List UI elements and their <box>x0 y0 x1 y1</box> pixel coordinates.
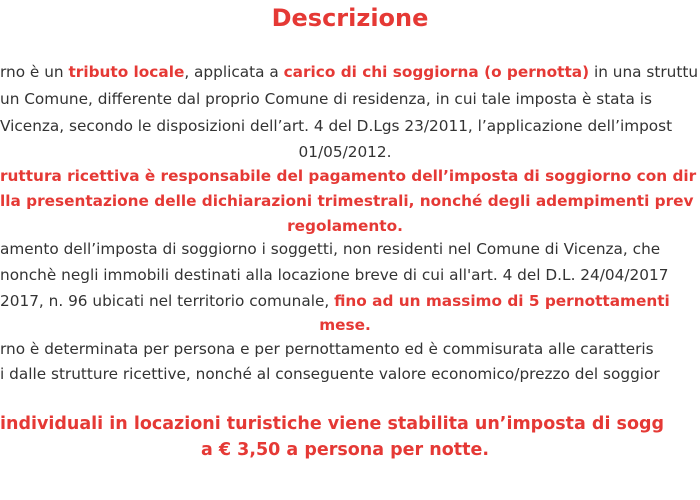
paragraph-2-line-3: regolamento. <box>287 217 403 235</box>
paragraph-2-line-1: ruttura ricettiva è responsabile del pagamento dell’imposta di soggiorno con dir <box>0 167 697 185</box>
paragraph-2-line-2: lla presentazione delle dichiarazioni trimestrali, nonché degli adempimenti prev <box>0 192 694 210</box>
p1-text: in una struttu <box>589 63 699 81</box>
paragraph-1-line-4: 01/05/2012. <box>298 143 392 161</box>
p3-highlight-pernottamenti: fino ad un massimo di 5 pernottamenti <box>334 292 670 310</box>
p1-highlight-carico: carico di chi soggiorna (o pernotta) <box>283 63 590 81</box>
paragraph-3-line-4: mese. <box>319 316 371 334</box>
paragraph-3-line-2: nonchè negli immobili destinati alla locazione breve di cui all'art. 4 del D.L. 24/04/2017 <box>0 266 669 284</box>
paragraph-1-line-1 <box>0 62 698 82</box>
p1-text: rno è un <box>0 63 69 81</box>
p1-text: , applicata a <box>184 63 284 81</box>
p3-text: 2017, n. 96 ubicati nel territorio comunale, <box>0 292 335 310</box>
paragraph-5-line-1: individuali in locazioni turistiche viene stabilita un’imposta di sogg <box>0 414 665 434</box>
paragraph-4-line-1: rno è determinata per persona e per pernottamento ed è commisurata alle caratteris <box>0 340 654 358</box>
paragraph-5-line-2: a € 3,50 a persona per notte. <box>200 440 489 460</box>
p1-highlight-tributo: tributo locale <box>68 63 185 81</box>
page-title: Descrizione <box>271 4 429 32</box>
paragraph-3-line-1: amento dell’imposta di soggiorno i soggetti, non residenti nel Comune di Vicenza, che <box>0 240 661 258</box>
paragraph-4-line-2: i dalle strutture ricettive, nonché al conseguente valore economico/prezzo del soggior <box>0 365 660 383</box>
paragraph-3-line-3 <box>0 291 670 311</box>
paragraph-1-line-3: Vicenza, secondo le disposizioni dell’art. 4 del D.Lgs 23/2011, l’applicazione dell’impost <box>0 117 673 135</box>
paragraph-1-line-2: un Comune, differente dal proprio Comune di residenza, in cui tale imposta è stata is <box>0 90 653 108</box>
